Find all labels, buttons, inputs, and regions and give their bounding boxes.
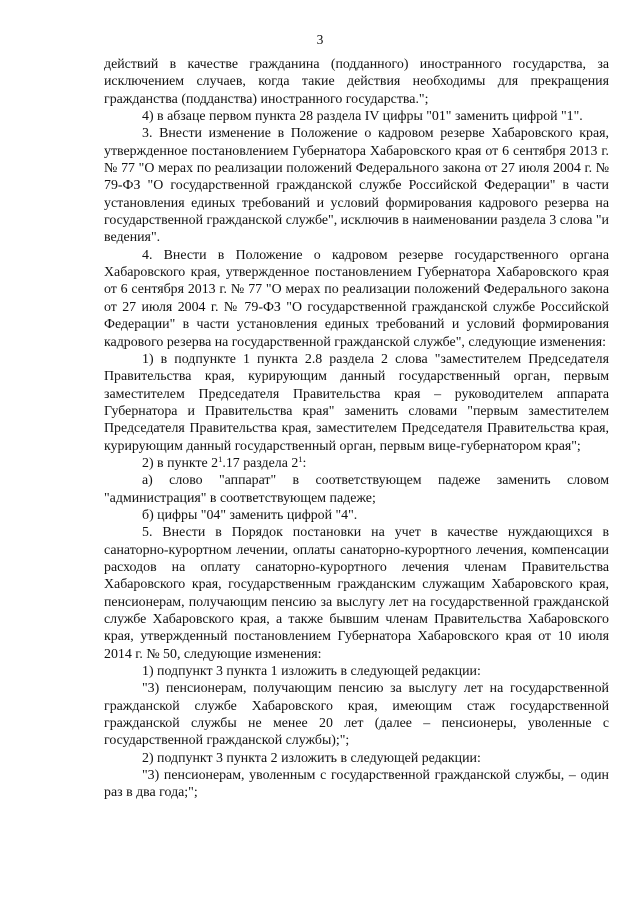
- paragraph-subitem-b: б) цифры "04" заменить цифрой "4".: [142, 507, 358, 523]
- paragraph-section-5-item-1: 1) подпункт 3 пункта 1 изложить в следующей редакции:: [142, 664, 481, 680]
- paragraph-section-4-item-2: [104, 455, 609, 472]
- paragraph-section-4: 4. Внести в Положение о кадровом резерве государственного органа Хабаровского края, утвержденное постановлением Губернатора Хабаровского края от 6 сентября 2013 г. № 77 "О мерах по реализации положений Федерального закона от 27 июля 2004 г. № 79-ФЗ "О государственной гражданской службе Российской Федерации" в части установления единых требований и условий формирования кадрового резерва на государственной гражданской службе", следующие изменения:: [104, 247, 609, 350]
- paragraph-section-4-item-1: 1) в подпункте 1 пункта 2.8 раздела 2 слова "заместителем Председателя Правительства края, курирующим данный государственный орган, первым заместителем Председателя Правительства края – руководителем аппарата Губернатора и Правительства края" заменить словами "первым заместителем Председателя Правительства края, заместителем Председателя Правительства края, курирующим данный государственный орган, первым вице-губернатором края";: [104, 351, 609, 454]
- paragraph-continuation: действий в качестве гражданина (подданного) иностранного государства, за исключением случаев, когда такие действия необходимы для прекращения гражданства (подданства) иностранного государства.";: [104, 57, 609, 107]
- item-2-text-a: 2) в пункте 2: [142, 455, 219, 471]
- paragraph-section-5-item-2: 2) подпункт 3 пункта 2 изложить в следующей редакции:: [142, 750, 481, 766]
- paragraph-subitem-a: а) слово "аппарат" в соответствующем падеже заменить словом "администрация" в соответствующем падеже;: [104, 473, 609, 506]
- paragraph-section-5-item-2-quote: "3) пенсионерам, уволенным с государственной гражданской службы, – один раз в два года;";: [104, 768, 609, 801]
- item-2-text-b: .17 раздела 2: [222, 455, 299, 471]
- item-2-superscript-a: 1: [218, 453, 223, 464]
- paragraph-section-3: 3. Внести изменение в Положение о кадровом резерве Хабаровского края, утвержденное постановлением Губернатора Хабаровского края от 6 сентября 2013 г. № 77 "О мерах по реализации положений Федерального закона от 27 июля 2004 г. № 79-ФЗ "О государственной гражданской службе Российской Федерации" в части установления единых требований и условий формирования кадрового резерва на государственной гражданской службе", исключив в наименовании раздела 3 слова "и ведения".: [104, 126, 609, 246]
- paragraph-item-4-abzac: 4) в абзаце первом пункта 28 раздела IV цифры "01" заменить цифрой "1".: [142, 109, 583, 125]
- paragraph-section-5: 5. Внести в Порядок постановки на учет в качестве нуждающихся в санаторно-курортном лечении, оплаты санаторно-курортного лечения, компенсации расходов на оплату санаторно-курортного лечения членам Правительства Хабаровского края, государственным гражданским служащим Хабаровского края, пенсионерам, получающим пенсию за выслугу лет на государственной гражданской службе Хабаровского края, а также бывшим членам Правительства Хабаровского края, утвержденный постановлением Губернатора Хабаровского края от 10 июля 2014 г. № 50, следующие изменения:: [104, 525, 609, 662]
- item-2-superscript-b: 1: [298, 453, 303, 464]
- item-2-text-c: :: [302, 455, 307, 471]
- document-body: [104, 56, 609, 802]
- page-number: 3: [316, 32, 324, 47]
- paragraph-section-5-item-1-quote: "3) пенсионерам, получающим пенсию за выслугу лет на государственной гражданской службе Хабаровского края, имеющим стаж государственной гражданской службы не менее 20 лет (далее – пенсионеры, уволенные с государственной гражданской службы);";: [104, 681, 609, 749]
